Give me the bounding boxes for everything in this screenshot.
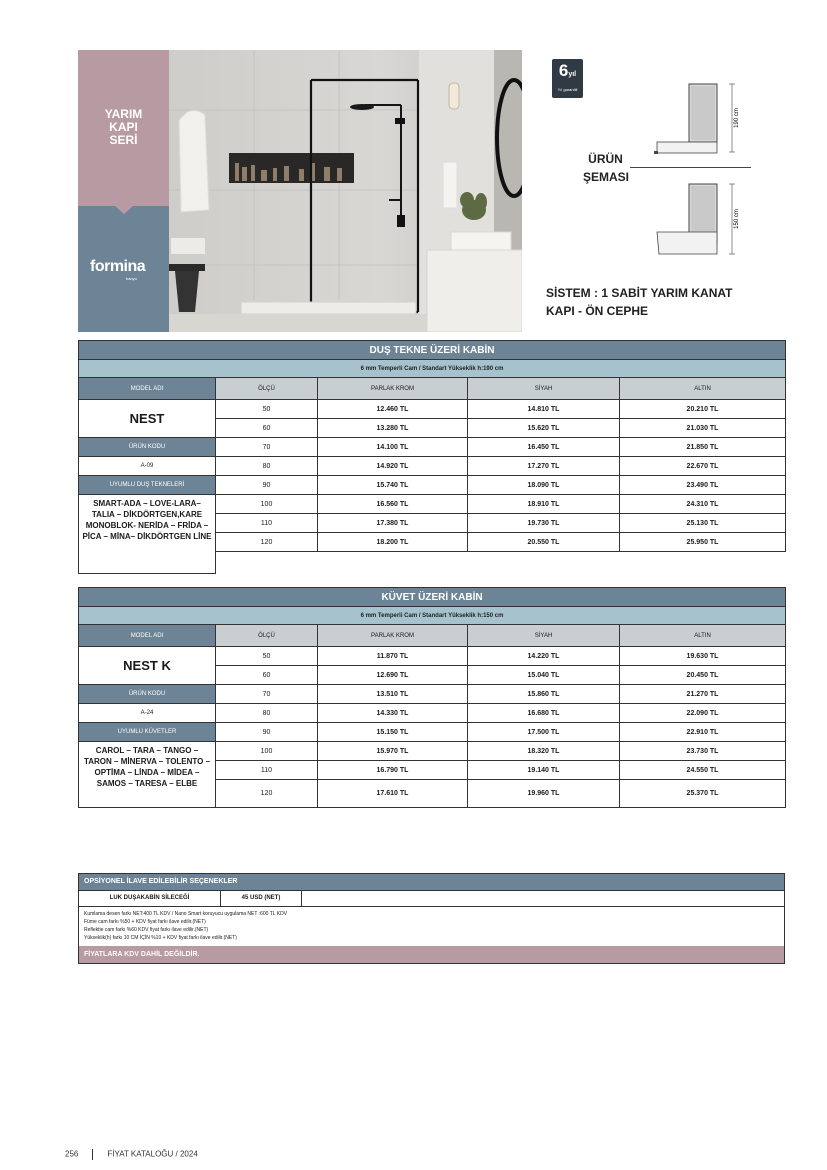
cell-size: 60	[216, 666, 318, 685]
cell-price-chrome: 13.280 TL	[318, 419, 468, 438]
hero-banner	[78, 50, 522, 332]
cell-price-gold: 24.550 TL	[620, 761, 786, 780]
cell-price-gold: 23.730 TL	[620, 742, 786, 761]
warranty-suffix: yıl	[568, 71, 577, 78]
cell-price-black: 17.270 TL	[468, 457, 620, 476]
cell-price-chrome: 12.460 TL	[318, 400, 468, 419]
option-note: Füme cam farkı %50 + KDV fiyat farkı ilave edilir.(NET)	[84, 919, 206, 925]
col-header-size: ÖLÇÜ	[216, 625, 318, 647]
option-item-price: 45 USD (NET)	[221, 891, 302, 906]
vat-notice: FİYATLARA KDV DAHİL DEĞİLDİR.	[79, 946, 784, 963]
options-item-row	[79, 890, 784, 906]
cell-price-black: 15.620 TL	[468, 419, 620, 438]
cell-size: 50	[216, 647, 318, 666]
cell-price-chrome: 15.740 TL	[318, 476, 468, 495]
col-header-size: ÖLÇÜ	[216, 378, 318, 400]
cell-price-chrome: 14.920 TL	[318, 457, 468, 476]
cell-price-chrome: 16.560 TL	[318, 495, 468, 514]
cell-price-chrome: 12.690 TL	[318, 666, 468, 685]
options-notes	[79, 906, 784, 946]
warranty-badge	[552, 59, 583, 98]
cell-size: 90	[216, 723, 318, 742]
col-header-chrome: PARLAK KROM	[318, 625, 468, 647]
cell-price-gold: 20.210 TL	[620, 400, 786, 419]
product-code: A-09	[79, 457, 216, 476]
cell-price-black: 18.910 TL	[468, 495, 620, 514]
catalog-name: FİYAT KATALOĞU / 2024	[107, 1149, 198, 1159]
bathroom-photo	[169, 50, 522, 332]
cell-price-black: 19.730 TL	[468, 514, 620, 533]
col-header-model: MODEL ADI	[79, 625, 216, 647]
compat-list: SMART-ADA – LOVE-LARA– TALIA – DİKDÖRTGEN,KARE MONOBLOK- NERİDA – FRİDA – PİCA – MİNA– DİKDÖRTGEN LİNE	[79, 495, 216, 574]
option-item-label: LUK DUŞAKABİN SİLECEĞİ	[79, 891, 221, 906]
col-header-gold: ALTIN	[620, 625, 786, 647]
options-box	[78, 873, 785, 964]
cell-size: 120	[216, 780, 318, 808]
brand-sub: banyo	[126, 276, 137, 281]
cell-price-gold: 21.850 TL	[620, 438, 786, 457]
cell-price-black: 16.450 TL	[468, 438, 620, 457]
cell-price-gold: 24.310 TL	[620, 495, 786, 514]
cell-price-black: 15.040 TL	[468, 666, 620, 685]
col-header-black: SİYAH	[468, 625, 620, 647]
cell-size: 80	[216, 704, 318, 723]
cell-price-black: 16.680 TL	[468, 704, 620, 723]
cell-price-black: 17.500 TL	[468, 723, 620, 742]
options-title: OPSİYONEL İLAVE EDİLEBİLİR SEÇENEKLER	[79, 874, 784, 890]
cell-price-chrome: 15.150 TL	[318, 723, 468, 742]
series-title: YARIM KAPI SERİ	[104, 107, 143, 147]
col-header-gold: ALTIN	[620, 378, 786, 400]
product-code-label: ÜRÜN KODU	[79, 685, 216, 704]
cell-size: 80	[216, 457, 318, 476]
product-code-label: ÜRÜN KODU	[79, 438, 216, 457]
cell-price-gold: 19.630 TL	[620, 647, 786, 666]
spacer-cell	[216, 552, 786, 574]
cell-size: 100	[216, 742, 318, 761]
col-header-chrome: PARLAK KROM	[318, 378, 468, 400]
table-subtitle: 6 mm Temperli Cam / Standart Yükseklik h:190 cm	[79, 360, 786, 378]
table-title: DUŞ TEKNE ÜZERİ KABİN	[79, 341, 786, 360]
cell-price-black: 18.320 TL	[468, 742, 620, 761]
cell-price-black: 20.550 TL	[468, 533, 620, 552]
table-title: KÜVET ÜZERİ KABİN	[79, 588, 786, 607]
compat-label: UYUMLU KÜVETLER	[79, 723, 216, 742]
cell-price-black: 14.810 TL	[468, 400, 620, 419]
cell-price-gold: 23.490 TL	[620, 476, 786, 495]
cell-price-gold: 25.130 TL	[620, 514, 786, 533]
cell-price-gold: 25.950 TL	[620, 533, 786, 552]
cell-price-chrome: 17.380 TL	[318, 514, 468, 533]
table-subtitle: 6 mm Temperli Cam / Standart Yükseklik h:150 cm	[79, 607, 786, 625]
product-code: A-24	[79, 704, 216, 723]
dim-top-label: 190 cm	[734, 108, 740, 128]
cell-price-gold: 22.670 TL	[620, 457, 786, 476]
cell-price-chrome: 13.510 TL	[318, 685, 468, 704]
dim-bottom-label: 150 cm	[734, 209, 740, 229]
cell-size: 110	[216, 514, 318, 533]
cell-price-chrome: 16.790 TL	[318, 761, 468, 780]
cell-price-black: 14.220 TL	[468, 647, 620, 666]
cell-size: 60	[216, 419, 318, 438]
cell-price-gold: 20.450 TL	[620, 666, 786, 685]
cell-price-chrome: 15.970 TL	[318, 742, 468, 761]
cell-price-chrome: 14.330 TL	[318, 704, 468, 723]
cell-price-black: 19.140 TL	[468, 761, 620, 780]
cell-price-gold: 21.270 TL	[620, 685, 786, 704]
cell-price-chrome: 11.870 TL	[318, 647, 468, 666]
cell-size: 70	[216, 685, 318, 704]
panel-notch	[115, 206, 133, 214]
page-footer	[65, 1149, 198, 1160]
cell-price-gold: 22.090 TL	[620, 704, 786, 723]
footer-divider	[92, 1149, 93, 1160]
cell-price-chrome: 17.610 TL	[318, 780, 468, 808]
cell-size: 90	[216, 476, 318, 495]
cell-price-black: 15.860 TL	[468, 685, 620, 704]
model-name: NEST K	[79, 647, 216, 685]
option-note: Kumlama desen farkı NET:400 TL KDV / Nano Smart koruyucu uygulama NET :600 TL KDV	[84, 911, 288, 917]
cell-size: 100	[216, 495, 318, 514]
option-note: Yükseklik(h) farkı 10 CM İÇİN %10 + KDV fiyat farkı ilave edilir.(NET)	[84, 935, 237, 941]
page-number: 256	[65, 1149, 79, 1159]
compat-list: CAROL – TARA – TANGO – TARON – MİNERVA – TOLENTO – OPTİMA – LİNDA – MİDEA – SAMOS – TARESA – ELBE	[79, 742, 216, 808]
product-schema-diagram	[640, 74, 750, 264]
cell-size: 70	[216, 438, 318, 457]
warranty-number: 6	[558, 61, 569, 80]
cell-price-gold: 21.030 TL	[620, 419, 786, 438]
compat-label: UYUMLU DUŞ TEKNELERİ	[79, 476, 216, 495]
cell-size: 110	[216, 761, 318, 780]
model-name: NEST	[79, 400, 216, 438]
cell-price-gold: 25.370 TL	[620, 780, 786, 808]
bathtub-price-table	[78, 587, 786, 808]
col-header-black: SİYAH	[468, 378, 620, 400]
system-description: SİSTEM : 1 SABİT YARIM KANAT KAPI - ÖN CEPHE	[546, 286, 733, 318]
cell-price-black: 19.960 TL	[468, 780, 620, 808]
cell-price-gold: 22.910 TL	[620, 723, 786, 742]
cell-size: 120	[216, 533, 318, 552]
brand-logo: formina	[90, 258, 146, 275]
warranty-text: Yıl garantili	[557, 87, 578, 92]
cell-size: 50	[216, 400, 318, 419]
option-note: Reflektie cam farkı %60 KDV fiyat farkı ilave edilir.(NET)	[84, 927, 209, 933]
shower-tray-price-table	[78, 340, 786, 574]
cell-price-chrome: 18.200 TL	[318, 533, 468, 552]
cell-price-chrome: 14.100 TL	[318, 438, 468, 457]
col-header-model: MODEL ADI	[79, 378, 216, 400]
cell-price-black: 18.090 TL	[468, 476, 620, 495]
schema-label: ÜRÜN ŞEMASI	[583, 152, 630, 184]
